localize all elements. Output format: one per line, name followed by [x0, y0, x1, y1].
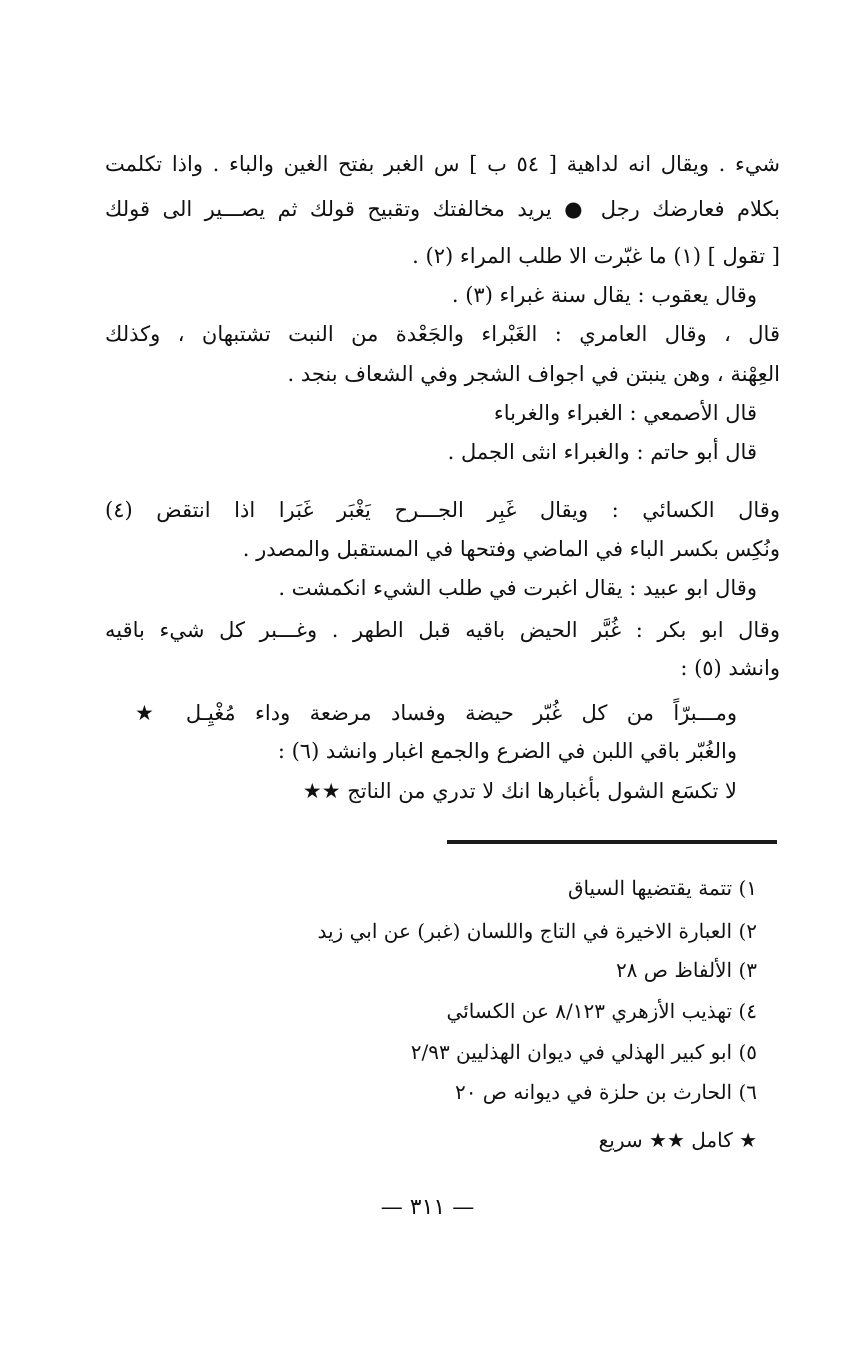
- text-line-8: قال أبو حاتم : والغبراء انثى الجمل .: [447, 440, 757, 464]
- text-line-4: وقال يعقوب : يقال سنة غبراء (٣) .: [451, 283, 757, 307]
- footnote-1: ١) تتمة يقتضيها السياق: [567, 876, 757, 900]
- text-line-12: وقال ابو بكر : غُبَّر الحيض باقيه قبل الطهر . وغـــبر كل شيء باقيه: [105, 618, 780, 642]
- text-line-6: العِهْنة ، وهن ينبتن في اجواف الشجر وفي الشعاف بنجد .: [287, 362, 780, 386]
- footnote-6: ٦) الحارث بن حلزة في ديوانه ص ٢٠: [454, 1080, 757, 1104]
- verse-line-2: والغُبّر باقي اللبن في الضرع والجمع اغبار وانشد (٦) :: [277, 739, 737, 763]
- text-line-10: ونُكِس بكسر الباء في الماضي وفتحها في المستقبل والمصدر .: [242, 537, 780, 561]
- text-line-2: بكلام فعارضك رجل ● يريد مخالفتك وتقبيح قولك ثم يصـــير الى قولك: [105, 197, 780, 221]
- text-line-3: [ تقول ] (١) ما غبّرت الا طلب المراء (٢) .: [412, 244, 780, 268]
- footnote-4: ٤) تهذيب الأزهري ٨/١٢٣ عن الكسائي: [446, 999, 757, 1023]
- text-line-1: شيء . ويقال انه لداهية [ ٥٤ ب ] س الغبر بفتح الغين والباء . واذا تكلمت: [105, 152, 780, 176]
- text-line-9: وقال الكسائي : ويقال غَبِر الجـــرح يَغْبَر غَبَرا اذا انتقض (٤): [105, 498, 780, 522]
- footnote-2: ٢) العبارة الاخيرة في التاج واللسان (غبر) عن ابي زيد: [317, 919, 757, 943]
- footnote-3: ٣) الألفاظ ص ٢٨: [615, 958, 757, 982]
- text-line-5: قال ، وقال العامري : الغَبْراء والجَعْدة من النبت تشتبهان ، وكذلك: [105, 322, 780, 346]
- text-line-11: وقال ابو عبيد : يقال اغبرت في طلب الشيء انكمشت .: [278, 576, 757, 600]
- text-line-13: وانشد (٥) :: [680, 656, 780, 680]
- meter-note: ★ كامل ★★ سريع: [598, 1128, 757, 1152]
- page-number: — ٣١١ —: [380, 1195, 475, 1220]
- footnote-separator: [447, 840, 777, 844]
- verse-line-1: ومـــبرّاً من كل غُبّر حيضة وفساد مرضعة وداء مُغْيِـل ★: [135, 701, 737, 725]
- verse-line-3: لا تكسَع الشول بأغبارها انك لا تدري من الناتج ★★: [302, 779, 737, 803]
- text-line-7: قال الأصمعي : الغبراء والغرباء: [493, 401, 757, 425]
- footnote-5: ٥) ابو كبير الهذلي في ديوان الهذليين ٢/٩٣: [410, 1040, 757, 1064]
